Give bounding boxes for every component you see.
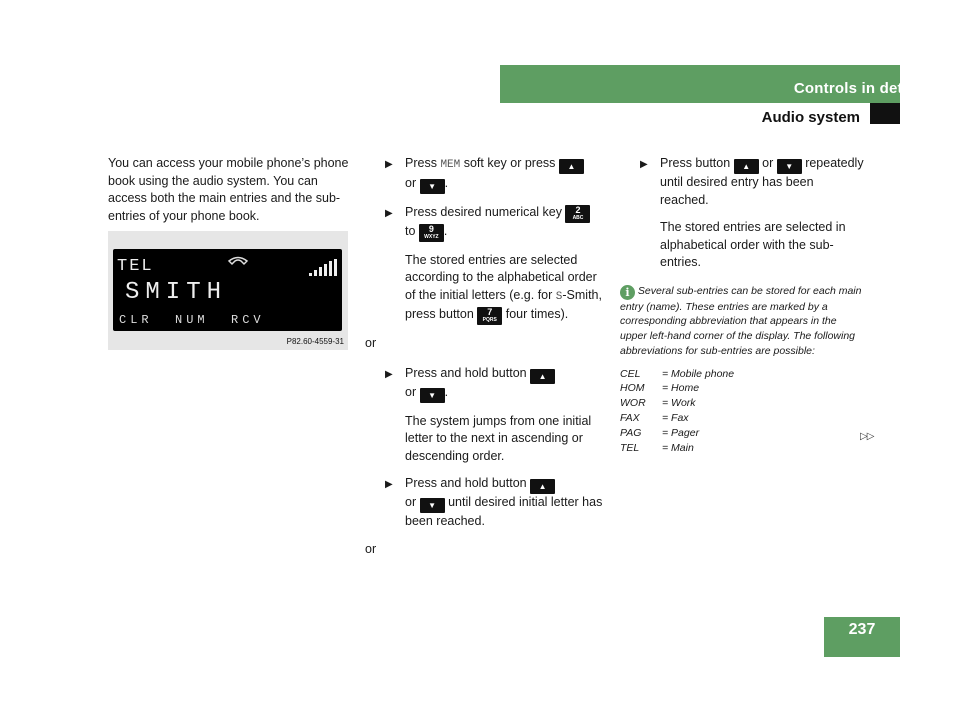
step-press-hold: ▶ Press and hold button ▲ or ▼ . — [365, 365, 605, 403]
note-text: Several sub-entries can be stored for each main entry (name). These entries are marked by a corresponding abbreviation that appears in the upper left-hand corner of the display. The following abbreviations for sub-entries are possible: — [620, 284, 862, 357]
step-press-repeatedly: ▶ Press button ▲ or ▼ repeatedly until desired entry has been reached. — [640, 156, 864, 207]
up-key-icon: ▲ — [530, 369, 555, 384]
letter-s: S — [555, 290, 563, 303]
list-item: HOM = Home — [620, 382, 700, 395]
bullet-arrow-icon: ▶ — [385, 368, 393, 380]
audio-display-photo — [108, 231, 348, 350]
result-alphabetical: The stored entries are selected according to the alphabetical order of the initial letters (e.g. for S-Smith, press button 7 PQRS four times). — [405, 252, 602, 323]
photo-code: P82.60-4559-31 — [286, 337, 344, 346]
or-separator: or — [365, 336, 377, 350]
mem-softkey-label: MEM — [440, 159, 461, 171]
info-icon: i — [620, 285, 635, 300]
abbreviation-list — [620, 367, 865, 456]
page-number: 237 — [824, 617, 900, 657]
step-press-mem: ▶ Press MEM soft key or press ▲ or ▼ . — [365, 155, 605, 194]
list-item: PAG = Pager — [620, 426, 700, 439]
down-key-icon: ▼ — [420, 388, 445, 403]
column-2 — [365, 155, 605, 570]
column-3 — [620, 155, 865, 455]
step-press-hold-until: ▶ Press and hold button ▲ or ▼ until desired initial letter has been reached. — [385, 476, 603, 528]
bullet-arrow-icon: ▶ — [385, 159, 393, 170]
bullet-arrow-icon: ▶ — [640, 159, 648, 170]
continue-arrow-icon: ▷▷ — [860, 431, 874, 442]
lcd-softkeys: CLR NUM RCV — [119, 313, 265, 327]
lcd-name: SMITH — [125, 279, 228, 306]
column-1 — [108, 155, 353, 225]
intro-paragraph: You can access your mobile phone’s phone book using the audio system. You can access both the main entries and the sub-entries of your phone book. — [108, 156, 349, 223]
list-item: TEL = Main — [620, 441, 694, 454]
lcd-entry-type: TEL — [117, 257, 154, 276]
step-press-numeric: ▶ Press desired numerical key 2 ABC to 9 WXYZ . — [365, 204, 605, 242]
key-9-icon: 9 WXYZ — [419, 224, 444, 242]
down-key-icon: ▼ — [420, 179, 445, 194]
info-note — [620, 284, 865, 359]
down-key-icon: ▼ — [420, 498, 445, 513]
result-subentries: The stored entries are selected in alphabetical order with the sub-entries. — [660, 220, 846, 269]
up-key-icon: ▲ — [530, 479, 555, 494]
list-item: FAX = Fax — [620, 412, 689, 425]
bullet-arrow-icon: ▶ — [385, 207, 393, 219]
key-7-icon: 7 PQRS — [477, 307, 502, 325]
list-item: CEL = Mobile phone — [620, 367, 735, 380]
signal-strength-icon — [309, 259, 339, 277]
section-tab — [870, 103, 900, 124]
section-title: Controls in detail — [793, 80, 920, 97]
result-jumps: The system jumps from one initial letter to the next in ascending or descending order. — [405, 413, 592, 463]
down-key-icon: ▼ — [777, 159, 802, 174]
list-item: WOR = Work — [620, 397, 696, 410]
phone-handset-icon — [227, 255, 249, 269]
lcd-screen — [113, 249, 342, 331]
bullet-arrow-icon: ▶ — [385, 479, 393, 490]
or-separator: or — [365, 541, 377, 556]
subsection-title: Audio system — [761, 109, 860, 126]
key-2-icon: 2 ABC — [565, 205, 590, 223]
up-key-icon: ▲ — [559, 159, 584, 174]
up-key-icon: ▲ — [734, 159, 759, 174]
